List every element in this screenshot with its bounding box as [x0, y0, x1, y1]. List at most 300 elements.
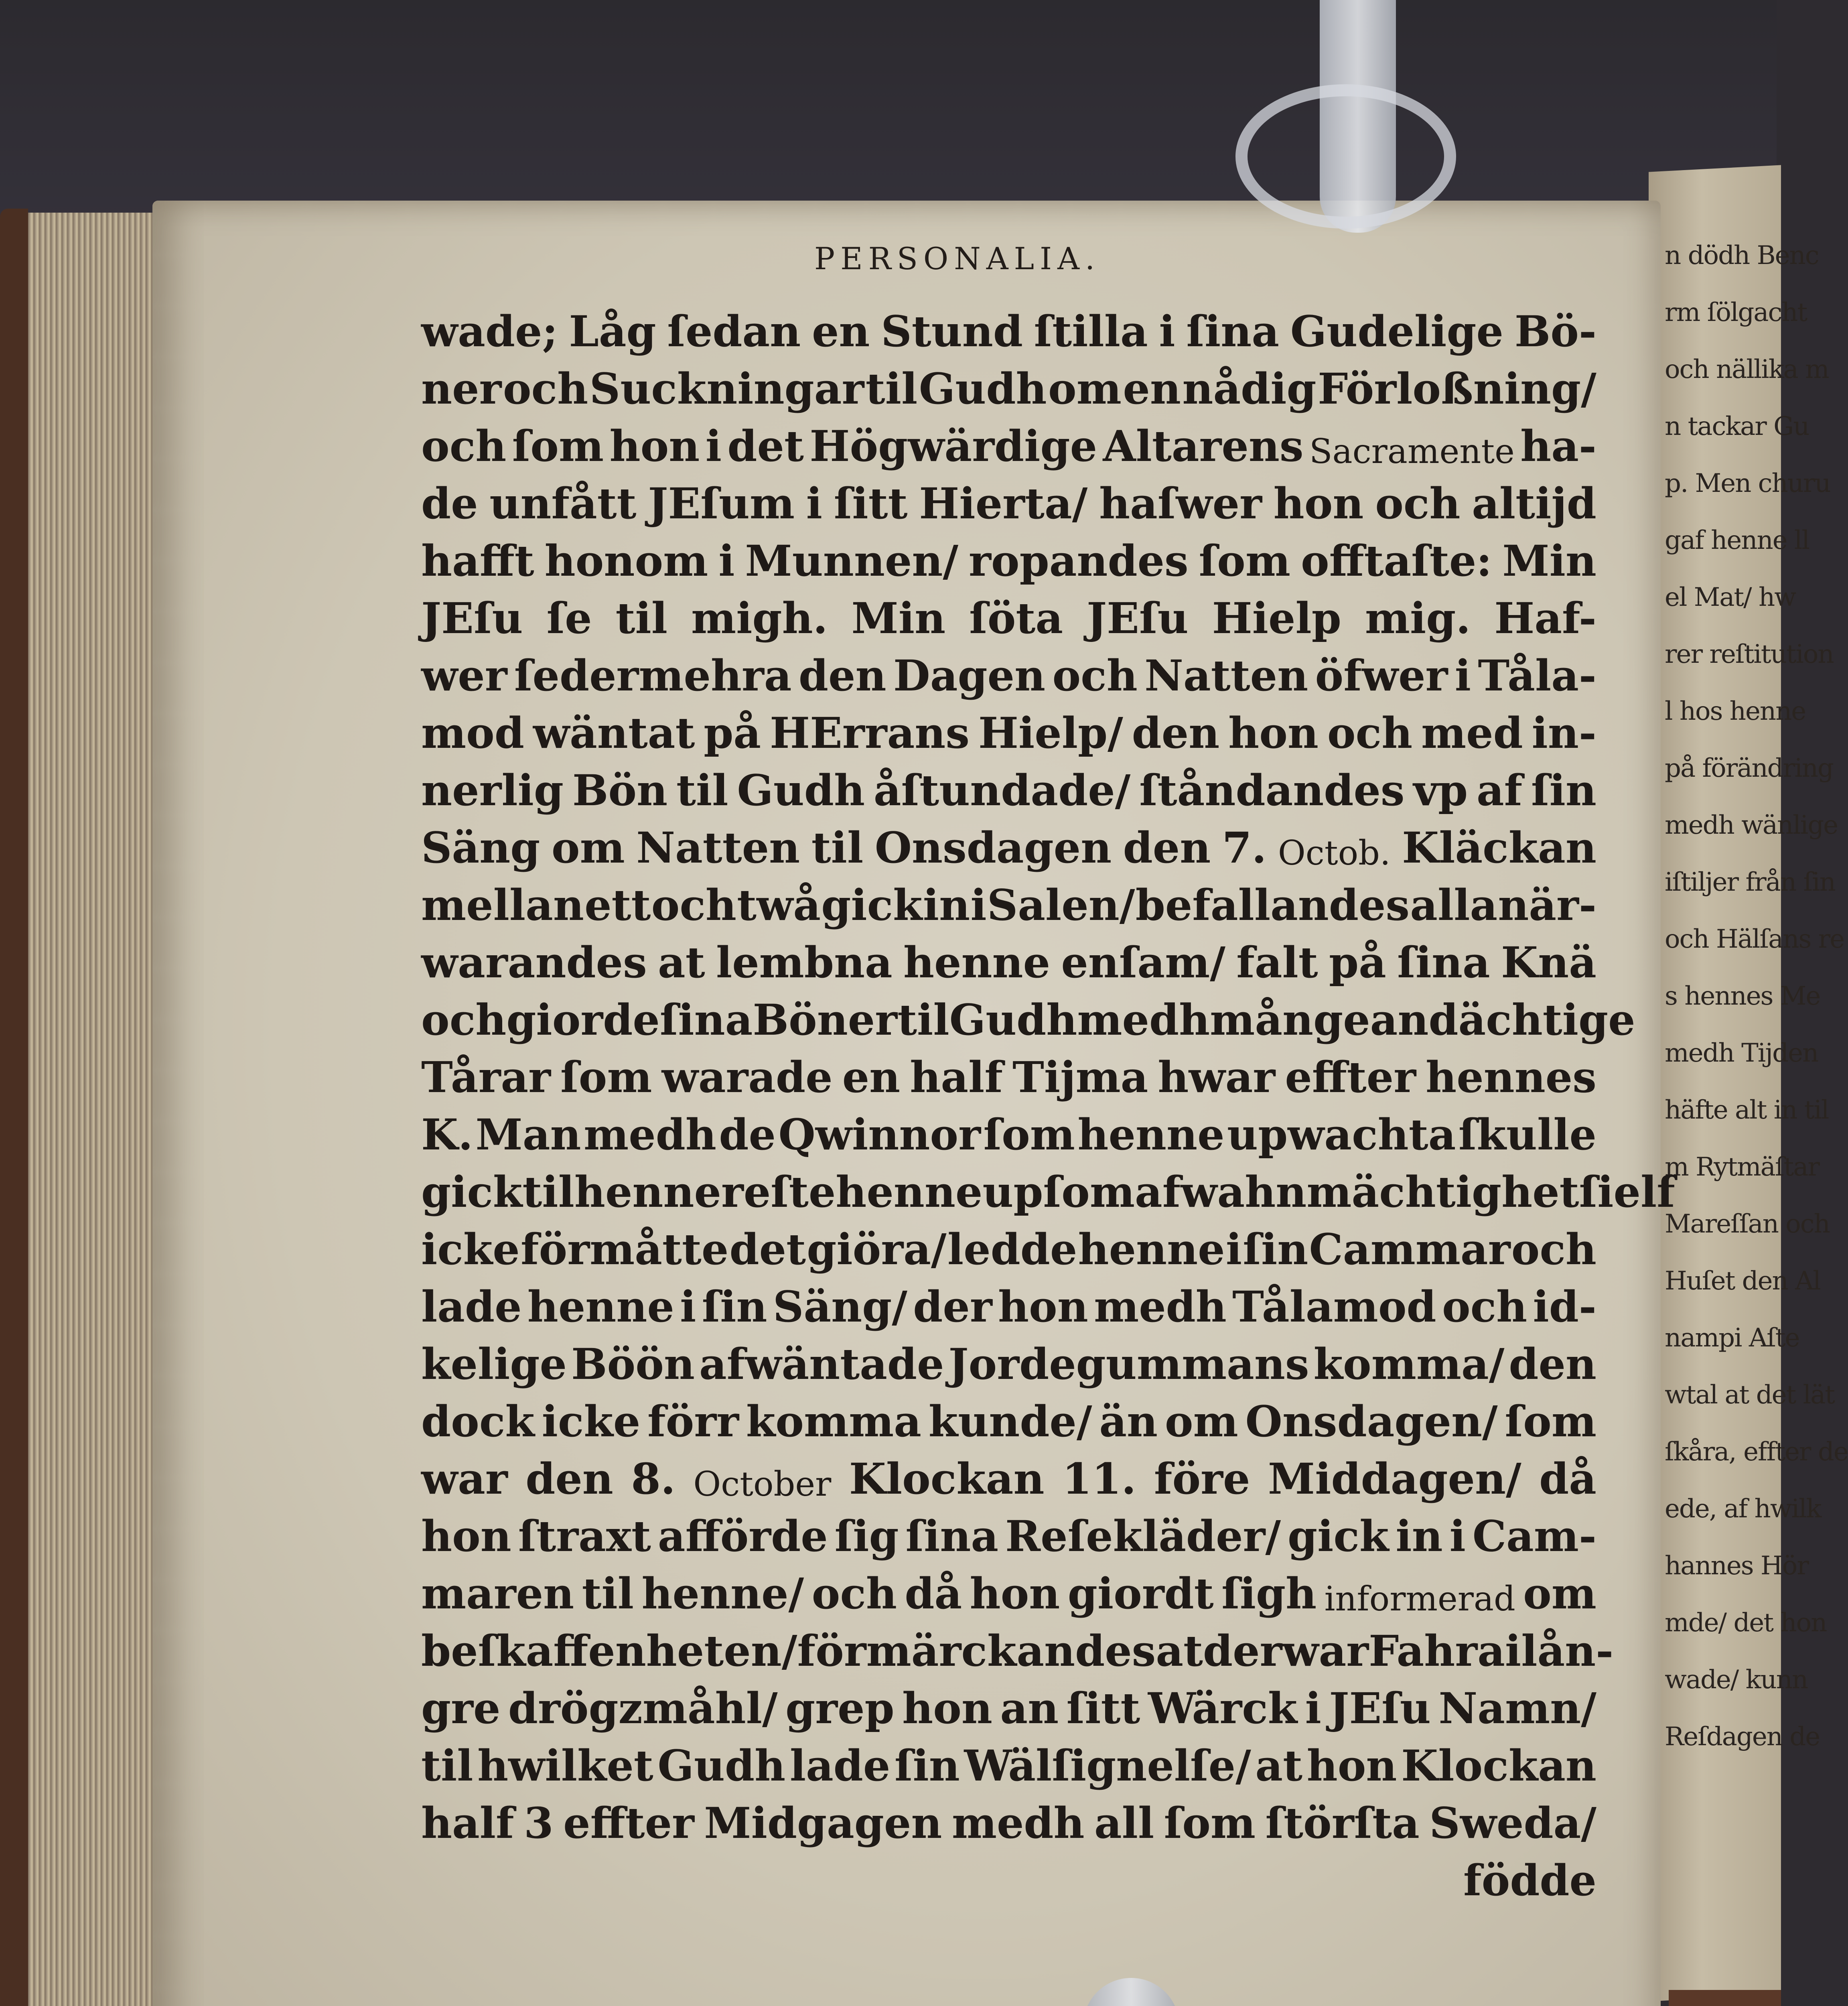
word: ſom	[560, 1052, 652, 1102]
word: medh	[1077, 995, 1210, 1045]
word: 11.	[1062, 1454, 1136, 1504]
word: falt	[1236, 937, 1318, 987]
next-page-line: s hennes Me	[1665, 981, 1820, 1011]
word: Fahra	[1369, 1626, 1505, 1676]
word: i	[970, 880, 987, 930]
word: i	[1449, 1511, 1466, 1561]
word: in-	[1532, 708, 1596, 758]
word: til	[676, 765, 728, 815]
word: och	[1052, 650, 1138, 700]
text-line	[421, 930, 1596, 987]
next-page-line: ſkåra, effter de	[1665, 1437, 1848, 1467]
word: än	[1099, 1396, 1158, 1446]
word: til	[522, 1167, 574, 1217]
word: i	[1505, 1626, 1521, 1676]
word: kelige	[421, 1339, 567, 1389]
word: det	[727, 421, 804, 471]
background-top	[0, 0, 1777, 225]
word: henne	[1078, 1224, 1225, 1274]
word: JEſum	[648, 478, 795, 528]
word: Onsdagen	[874, 822, 1112, 873]
word: alla	[1410, 880, 1498, 930]
word: der	[1203, 1626, 1282, 1676]
word: in	[923, 880, 970, 930]
next-page-line: rer reſtitution	[1665, 640, 1834, 669]
word: til	[811, 822, 864, 873]
word: i	[806, 478, 823, 528]
next-page-line: Huſet den Al	[1665, 1266, 1820, 1296]
next-page-line: gaf henne ll	[1665, 526, 1809, 555]
word: af	[1476, 765, 1523, 815]
word: lembna	[716, 937, 893, 987]
word: giordt	[1067, 1568, 1214, 1618]
word: ſitt	[834, 478, 908, 528]
word: icke	[542, 1396, 641, 1446]
word: henne/	[641, 1568, 804, 1618]
word: at	[658, 937, 705, 987]
word: åſtundade/	[873, 765, 1131, 815]
word: ſedan	[667, 306, 801, 356]
word: i	[705, 421, 722, 471]
word: enſam/	[1061, 937, 1225, 987]
text-line	[421, 873, 1596, 930]
body-text	[421, 299, 1675, 1905]
word: hon	[609, 421, 700, 471]
next-page-line: Mareſſan och	[1665, 1209, 1830, 1239]
word: der	[913, 1281, 992, 1332]
word: afförde	[657, 1511, 828, 1561]
word: up	[982, 1167, 1043, 1217]
word: ſielf	[1579, 1167, 1675, 1217]
word: ſina	[905, 1511, 999, 1561]
word: Högwärdige	[809, 421, 1097, 471]
word: mod	[421, 708, 524, 758]
word: grep	[785, 1683, 895, 1733]
word: det	[729, 1224, 806, 1274]
text-line	[421, 758, 1596, 815]
word: och	[503, 363, 588, 414]
word: K.	[421, 1109, 473, 1159]
word: gick	[821, 880, 923, 930]
word: hon	[1228, 708, 1319, 758]
word: en	[842, 1052, 901, 1102]
word: Middagen/	[1268, 1454, 1521, 1504]
word: ſom	[983, 1109, 1075, 1159]
word: maren	[421, 1568, 574, 1618]
next-page-line: häfte alt in til	[1665, 1095, 1829, 1125]
next-page-line: el Mat/ hw	[1665, 583, 1795, 612]
word: då	[1539, 1454, 1596, 1504]
word: andächtige	[1370, 995, 1635, 1045]
text-line	[421, 528, 1596, 586]
word: henne	[903, 937, 1051, 987]
word: at	[1255, 1740, 1303, 1791]
next-page-line: wtal at det lät	[1665, 1380, 1834, 1410]
word: dock	[421, 1396, 535, 1446]
next-page-text	[1665, 241, 1848, 1966]
word: Låg	[569, 306, 656, 356]
word: den	[1509, 1339, 1596, 1389]
word: til	[897, 995, 949, 1045]
running-head: PERSONALIA.	[814, 241, 1101, 276]
word: wade;	[421, 306, 558, 356]
next-page-line: m Rytmäſtar	[1665, 1152, 1819, 1182]
word: hon	[998, 1281, 1088, 1332]
text-line	[421, 1733, 1596, 1791]
word: Cam-	[1472, 1511, 1596, 1561]
word: Natten	[636, 822, 800, 873]
word: ſom	[1164, 1798, 1256, 1848]
word: Gudh	[919, 363, 1047, 414]
word: Wärck	[1148, 1683, 1298, 1733]
text-line	[421, 1102, 1596, 1159]
word: Bö-	[1514, 306, 1596, 356]
next-page-line: iſtiljer från ſin	[1665, 867, 1835, 897]
word: månge	[1210, 995, 1370, 1045]
text-line	[421, 1332, 1596, 1389]
word: afwäntade	[699, 1339, 944, 1389]
text-line	[421, 414, 1596, 471]
word: gick	[421, 1167, 523, 1217]
next-page-line: och Hälſans re	[1665, 924, 1844, 954]
word: Kläckan	[1402, 822, 1596, 873]
next-page-line: hannes Hör	[1665, 1551, 1808, 1581]
word: med	[1421, 708, 1523, 758]
word: JEſu	[1329, 1683, 1431, 1733]
next-page-line: l hos henne	[1665, 696, 1806, 726]
word: och	[1511, 1224, 1596, 1274]
next-page-line: ede, af hwilk	[1665, 1494, 1821, 1524]
word: offtaſte:	[1300, 536, 1492, 586]
word: Min	[1502, 536, 1596, 586]
word: ſom	[1199, 536, 1291, 586]
word: id-	[1533, 1281, 1596, 1332]
word: komma/	[1313, 1339, 1505, 1389]
right-book-cover	[1669, 1990, 1781, 2006]
text-line	[421, 586, 1596, 643]
word: Hielp/	[978, 708, 1123, 758]
word: at	[1156, 1626, 1203, 1676]
word: in	[1396, 1511, 1443, 1561]
word: om	[1164, 1396, 1238, 1446]
word: Klockan	[1401, 1740, 1596, 1791]
word: och	[421, 421, 507, 471]
word: medh	[584, 1109, 716, 1159]
word: Reſekläder/	[1005, 1511, 1281, 1561]
word: hon	[421, 1511, 511, 1561]
word: henne	[836, 1167, 983, 1217]
word: Hielp	[1212, 593, 1341, 643]
word: hennes	[1426, 1052, 1596, 1102]
word: ſitt	[1066, 1683, 1140, 1733]
word: til	[582, 1568, 634, 1618]
word: henne	[1077, 1109, 1225, 1159]
word: befallandes	[1135, 880, 1410, 930]
word: altijd	[1472, 478, 1596, 528]
word: ſöta	[969, 593, 1063, 643]
word: Jordegummans	[948, 1339, 1309, 1389]
next-page-line: medh Tijden	[1665, 1038, 1818, 1068]
word: Octob.	[1278, 833, 1391, 873]
word: Gudh	[949, 995, 1077, 1045]
word: warade	[661, 1052, 833, 1102]
word: wer	[421, 650, 507, 700]
word: Sweda/	[1429, 1798, 1596, 1848]
word: på	[704, 708, 761, 758]
word: Bön	[572, 765, 668, 815]
word: Tåla-	[1478, 650, 1596, 700]
word: om	[1523, 1568, 1596, 1618]
word: ſigh	[1221, 1568, 1317, 1618]
text-line	[421, 1159, 1675, 1217]
word: informerad	[1324, 1579, 1515, 1618]
word: och	[1327, 708, 1413, 758]
word: hon	[902, 1683, 992, 1733]
word: hon	[1273, 478, 1364, 528]
word: Min	[851, 593, 946, 643]
text-line	[421, 815, 1596, 873]
word: komma	[746, 1396, 921, 1446]
word: mellan	[421, 880, 584, 930]
word: och	[421, 995, 507, 1045]
next-page-line: medh wänlige	[1665, 810, 1838, 840]
word: wahnmächtighet	[1181, 1167, 1579, 1217]
next-page-line: nampi Aſte	[1665, 1323, 1799, 1353]
word: Tålamod	[1232, 1281, 1436, 1332]
word: Böner	[753, 995, 898, 1045]
catchword: födde	[1463, 1855, 1596, 1905]
word: effter	[563, 1798, 694, 1848]
word: all	[1094, 1798, 1154, 1848]
word: 8.	[631, 1454, 676, 1504]
word: då	[905, 1568, 962, 1618]
next-page-line: mde/ det hon	[1665, 1608, 1827, 1638]
word: i	[718, 536, 735, 586]
text-line	[421, 1504, 1596, 1561]
word: gre	[421, 1683, 501, 1733]
next-page-line: rm ſölgacht	[1665, 298, 1807, 327]
word: Onsdagen/	[1245, 1396, 1498, 1446]
word: war	[1282, 1626, 1369, 1676]
word: ſin	[894, 1740, 960, 1791]
word: haſwer	[1099, 478, 1262, 528]
next-page-line: på förändring	[1665, 753, 1833, 783]
text-line	[421, 643, 1596, 700]
word: ledde	[947, 1224, 1077, 1274]
word: förr	[647, 1396, 739, 1446]
word: ropandes	[969, 536, 1189, 586]
word: om	[551, 822, 625, 873]
word: hwilket	[477, 1740, 653, 1791]
word: ſina	[659, 995, 753, 1045]
word: ſina	[1397, 937, 1490, 987]
word: ſtilla	[1034, 306, 1148, 356]
word: ſig	[834, 1511, 899, 1561]
word: warandes	[421, 937, 647, 987]
word: Munnen/	[745, 536, 959, 586]
word: nådig	[1182, 363, 1317, 414]
word: hwar	[1158, 1052, 1276, 1102]
word: Qwinnor	[778, 1109, 981, 1159]
word: giorde	[506, 995, 660, 1045]
text-line	[421, 1274, 1596, 1332]
word: förmärckandes	[797, 1626, 1156, 1676]
word: vp	[1413, 765, 1468, 815]
word: Dagen	[893, 650, 1046, 700]
word: ſe	[546, 593, 592, 643]
word: om	[1048, 363, 1122, 414]
word: Tårar	[421, 1052, 551, 1102]
word: ſin	[702, 1281, 767, 1332]
left-book-cover	[0, 209, 28, 2006]
word: JEſu	[421, 593, 523, 643]
word: ſina	[1186, 306, 1280, 356]
next-page-line: Reſdagen de	[1665, 1722, 1820, 1752]
word: drögzmåhl/	[508, 1683, 778, 1733]
word: ſom	[512, 421, 604, 471]
word: de	[421, 478, 478, 528]
next-page-line: wade/ kunn	[1665, 1665, 1808, 1695]
word: Sacramente	[1309, 432, 1515, 471]
word: ſtörſta	[1265, 1798, 1420, 1848]
word: öfwer	[1315, 650, 1448, 700]
text-line	[421, 356, 1596, 414]
word: och	[651, 880, 736, 930]
word: en	[1123, 363, 1181, 414]
word: ſin	[1243, 1224, 1308, 1274]
word: ſom	[1505, 1396, 1596, 1446]
word: hon	[1306, 1740, 1397, 1791]
word: ſedermehra	[514, 650, 792, 700]
word: Hierta/	[919, 478, 1088, 528]
word: Altarens	[1103, 421, 1304, 471]
word: i	[1225, 1224, 1242, 1274]
word: beſkaffenheten/	[421, 1626, 797, 1676]
word: Stund	[881, 306, 1023, 356]
word: Man	[475, 1109, 581, 1159]
word: twå	[737, 880, 821, 930]
word: förmåtte	[520, 1224, 729, 1274]
word: ſtåndandes	[1139, 765, 1405, 815]
word: an	[1000, 1683, 1059, 1733]
word: 7.	[1222, 822, 1267, 873]
word: Säng	[421, 822, 540, 873]
word: i	[1305, 1683, 1321, 1733]
next-page-line: och nällika m	[1665, 355, 1829, 384]
text-line	[421, 1561, 1596, 1618]
text-line	[421, 1217, 1596, 1274]
word: lade	[789, 1740, 891, 1791]
word: ſin	[1531, 765, 1596, 815]
word: i	[1454, 650, 1471, 700]
text-line	[421, 1389, 1596, 1446]
word: Salen/	[987, 880, 1135, 930]
word: i	[1159, 306, 1175, 356]
word: half	[421, 1798, 514, 1848]
word: medh	[951, 1798, 1085, 1848]
word: kunde/	[928, 1396, 1092, 1446]
word: unfått	[489, 478, 637, 528]
word: Klockan	[849, 1454, 1045, 1504]
word: lån-	[1521, 1626, 1614, 1676]
word: den	[1132, 708, 1220, 758]
word: JEſu	[1087, 593, 1189, 643]
text-line	[421, 1618, 1614, 1676]
word: half	[910, 1052, 1003, 1102]
word: en	[811, 306, 870, 356]
word: och	[811, 1568, 897, 1618]
next-page-line: n dödh Benc	[1665, 241, 1819, 270]
next-page-line: p. Men churu	[1665, 469, 1830, 498]
word: Förloßning/	[1318, 363, 1596, 414]
next-page-line: n tackar Gu	[1665, 412, 1809, 441]
word: hon	[970, 1568, 1060, 1618]
word: Cammar	[1309, 1224, 1511, 1274]
word: och	[1442, 1281, 1527, 1332]
word: Gudh	[737, 765, 865, 815]
word: ett	[584, 880, 651, 930]
word: och	[1375, 478, 1461, 528]
word: upwachta	[1227, 1109, 1456, 1159]
word: hafft	[421, 536, 534, 586]
word: 3	[524, 1798, 554, 1848]
word: gick	[1288, 1511, 1389, 1561]
word: ner	[421, 363, 502, 414]
word: war	[421, 1454, 508, 1504]
word: henne	[527, 1281, 674, 1332]
page-clip-top-ring	[1235, 84, 1456, 229]
word: i	[680, 1281, 696, 1332]
word: Natten	[1144, 650, 1308, 700]
word: nerlig	[421, 765, 564, 815]
word: icke	[421, 1224, 520, 1274]
text-line	[421, 1676, 1596, 1733]
word: ſom	[1043, 1167, 1135, 1217]
word: Haf-	[1494, 593, 1596, 643]
word: på	[1329, 937, 1386, 987]
word: Knä	[1501, 937, 1596, 987]
word: ſtraxt	[518, 1511, 651, 1561]
text-line	[421, 700, 1596, 758]
word: wäntat	[533, 708, 695, 758]
word: honom	[544, 536, 708, 586]
word: henne	[574, 1167, 721, 1217]
word: de	[719, 1109, 776, 1159]
word: Säng/	[773, 1281, 908, 1332]
word: effter	[1285, 1052, 1416, 1102]
word: migh.	[691, 593, 828, 643]
word: af	[1135, 1167, 1181, 1217]
word: Suckningar	[589, 363, 864, 414]
word: ſkulle	[1458, 1109, 1596, 1159]
word: giöra/	[807, 1224, 947, 1274]
word: den	[1123, 822, 1211, 873]
text-line	[421, 1446, 1596, 1504]
word: October	[693, 1464, 832, 1504]
word: til	[421, 1740, 473, 1791]
text-line	[421, 987, 1635, 1045]
word: den	[525, 1454, 613, 1504]
text-line	[421, 471, 1596, 528]
word: när-	[1498, 880, 1596, 930]
word: före	[1154, 1454, 1250, 1504]
word: Namn/	[1438, 1683, 1596, 1733]
word: lade	[421, 1281, 522, 1332]
word: til	[615, 593, 668, 643]
text-line	[421, 1045, 1596, 1102]
word: til	[865, 363, 918, 414]
word: Gudh	[657, 1740, 786, 1791]
